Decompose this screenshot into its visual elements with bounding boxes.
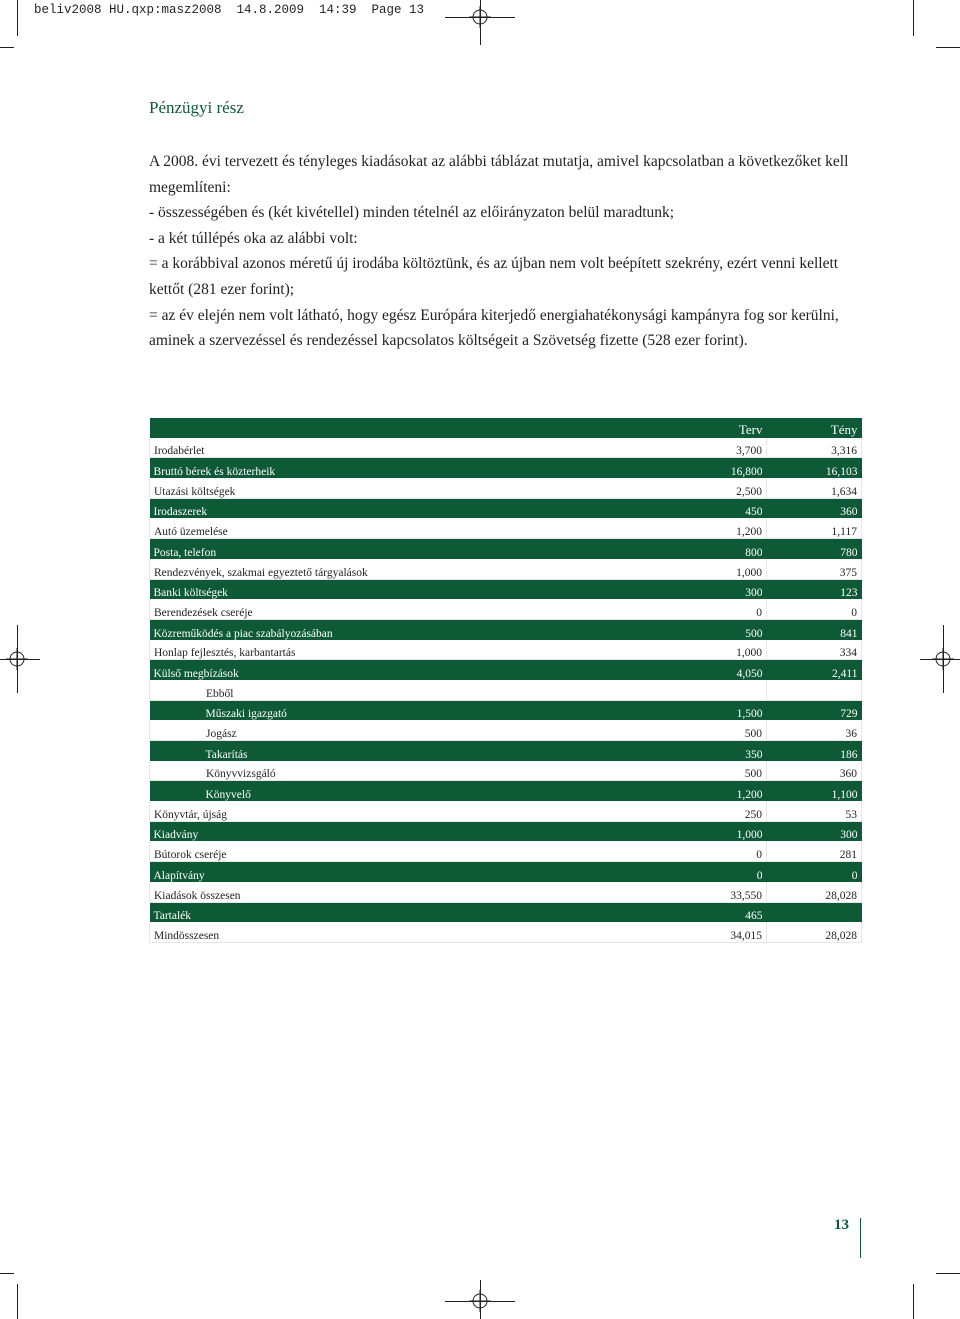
table-row <box>150 539 862 559</box>
row-label: Kiadások összesen <box>150 882 672 902</box>
row-label: Tartalék <box>150 902 672 922</box>
table-row <box>150 680 862 700</box>
actual-value: 123 <box>767 579 862 599</box>
row-label: Műszaki igazgató <box>150 700 672 720</box>
row-label: Kiadvány <box>150 821 672 841</box>
plan-value: 34,015 <box>672 922 767 942</box>
row-label: Ebből <box>150 680 672 700</box>
row-label: Berendezések cseréje <box>150 599 672 619</box>
table-row <box>150 922 862 942</box>
actual-value: 0 <box>767 862 862 882</box>
table-row <box>150 720 862 740</box>
plan-value: 500 <box>672 720 767 740</box>
actual-value: 729 <box>767 700 862 720</box>
plan-value: 4,050 <box>672 660 767 680</box>
plan-value: 1,200 <box>672 518 767 538</box>
actual-value: 281 <box>767 841 862 861</box>
plan-value: 250 <box>672 801 767 821</box>
plan-value: 33,550 <box>672 882 767 902</box>
actual-value: 53 <box>767 801 862 821</box>
row-label: Külső megbízások <box>150 660 672 680</box>
table-row <box>150 438 862 458</box>
crop-mark <box>17 0 18 36</box>
table-row <box>150 498 862 518</box>
table-row <box>150 559 862 579</box>
plan-value: 0 <box>672 599 767 619</box>
actual-value <box>767 680 862 700</box>
actual-value: 28,028 <box>767 922 862 942</box>
actual-value: 375 <box>767 559 862 579</box>
plan-value: 450 <box>672 498 767 518</box>
table-row <box>150 700 862 720</box>
table-row <box>150 761 862 781</box>
row-label: Rendezvények, szakmai egyeztető tárgyalások <box>150 559 672 579</box>
table-row <box>150 619 862 639</box>
actual-value: 186 <box>767 741 862 761</box>
plan-value: 500 <box>672 761 767 781</box>
actual-value: 334 <box>767 640 862 660</box>
crop-mark <box>0 659 40 660</box>
page-number: 13 <box>834 1217 849 1233</box>
actual-value <box>767 902 862 922</box>
table-row <box>150 741 862 761</box>
row-label: Irodaszerek <box>150 498 672 518</box>
actual-value: 300 <box>767 821 862 841</box>
plan-value: 16,800 <box>672 458 767 478</box>
plan-value: 800 <box>672 539 767 559</box>
plan-value: 465 <box>672 902 767 922</box>
row-label: Alapítvány <box>150 862 672 882</box>
crop-mark <box>936 1273 960 1274</box>
actual-value: 1,100 <box>767 781 862 801</box>
table-row <box>150 458 862 478</box>
table-row <box>150 660 862 680</box>
plan-value: 1,200 <box>672 781 767 801</box>
actual-value: 780 <box>767 539 862 559</box>
paragraph: = az év elején nem volt látható, hogy egész Európára kiterjedő energiahatékonysági kampányra fog sor kerülni, aminek a szervezéssel és rendezéssel kapcsolatos költségeit a Szövetség fizette (528 ezer forint). <box>149 306 839 350</box>
row-label: Banki költségek <box>150 579 672 599</box>
table-row <box>150 841 862 861</box>
crop-mark <box>936 47 960 48</box>
actual-value: 2,411 <box>767 660 862 680</box>
plan-value: 1,000 <box>672 640 767 660</box>
actual-value: 16,103 <box>767 458 862 478</box>
crop-mark <box>480 0 481 45</box>
row-label: Könyvvizsgáló <box>150 761 672 781</box>
paragraph: - a két túllépés oka az alábbi volt: <box>149 229 358 247</box>
table-row <box>150 882 862 902</box>
table-row <box>150 579 862 599</box>
table-row <box>150 599 862 619</box>
plan-value: 350 <box>672 741 767 761</box>
crop-mark <box>0 1273 14 1274</box>
table-row <box>150 781 862 801</box>
actual-value: 36 <box>767 720 862 740</box>
table-row <box>150 518 862 538</box>
actual-value: 28,028 <box>767 882 862 902</box>
header-label <box>150 418 672 438</box>
row-label: Autó üzemelése <box>150 518 672 538</box>
actual-value: 360 <box>767 498 862 518</box>
section-title: Pénzügyi rész <box>149 98 244 117</box>
plan-value: 500 <box>672 619 767 639</box>
crop-mark <box>913 0 914 36</box>
actual-value: 1,117 <box>767 518 862 538</box>
crop-mark <box>480 1280 481 1319</box>
crop-mark <box>0 47 14 48</box>
row-label: Jogász <box>150 720 672 740</box>
plan-value: 1,500 <box>672 700 767 720</box>
header-plan: Terv <box>672 418 767 438</box>
table-row <box>150 902 862 922</box>
paragraph: A 2008. évi tervezett és tényleges kiadásokat az alábbi táblázat mutatja, amivel kapcsolatban a következőket kell megemlíteni: <box>149 153 849 196</box>
actual-value: 3,316 <box>767 438 862 458</box>
row-label: Könyvelő <box>150 781 672 801</box>
plan-value: 0 <box>672 862 767 882</box>
row-label: Utazási költségek <box>150 478 672 498</box>
crop-mark <box>920 659 960 660</box>
plan-value: 0 <box>672 841 767 861</box>
row-label: Mindösszesen <box>150 922 672 942</box>
plan-value: 1,000 <box>672 821 767 841</box>
page-number-rule <box>860 1218 861 1258</box>
print-slug: beliv2008 HU.qxp:masz2008 14.8.2009 14:39 Page 13 <box>34 3 425 17</box>
table-row <box>150 478 862 498</box>
paragraph: = a korábbival azonos méretű új irodába költöztünk, és az újban nem volt beépített szekrény, ezért venni kellett kettőt (281 ezer forint); <box>149 255 839 298</box>
row-label: Bútorok cseréje <box>150 841 672 861</box>
plan-value: 1,000 <box>672 559 767 579</box>
plan-value: 2,500 <box>672 478 767 498</box>
row-label: Posta, telefon <box>150 539 672 559</box>
row-label: Bruttó bérek és közterheik <box>150 458 672 478</box>
plan-value: 3,700 <box>672 438 767 458</box>
plan-value: 300 <box>672 579 767 599</box>
crop-mark <box>913 1284 914 1319</box>
actual-value: 360 <box>767 761 862 781</box>
row-label: Könyvtár, újság <box>150 801 672 821</box>
table-row <box>150 801 862 821</box>
actual-value: 841 <box>767 619 862 639</box>
budget-table <box>149 418 862 943</box>
table-header-row <box>150 418 862 438</box>
row-label: Honlap fejlesztés, karbantartás <box>150 640 672 660</box>
header-actual: Tény <box>767 418 862 438</box>
row-label: Irodabérlet <box>150 438 672 458</box>
crop-mark <box>17 1284 18 1319</box>
row-label: Közreműködés a piac szabályozásában <box>150 619 672 639</box>
table-row <box>150 640 862 660</box>
plan-value <box>672 680 767 700</box>
intro-text <box>149 149 863 354</box>
table-row <box>150 821 862 841</box>
actual-value: 0 <box>767 599 862 619</box>
table-row <box>150 862 862 882</box>
paragraph: - összességében és (két kivétellel) minden tételnél az előirányzaton belül maradtunk; <box>149 204 675 222</box>
actual-value: 1,634 <box>767 478 862 498</box>
row-label: Takarítás <box>150 741 672 761</box>
